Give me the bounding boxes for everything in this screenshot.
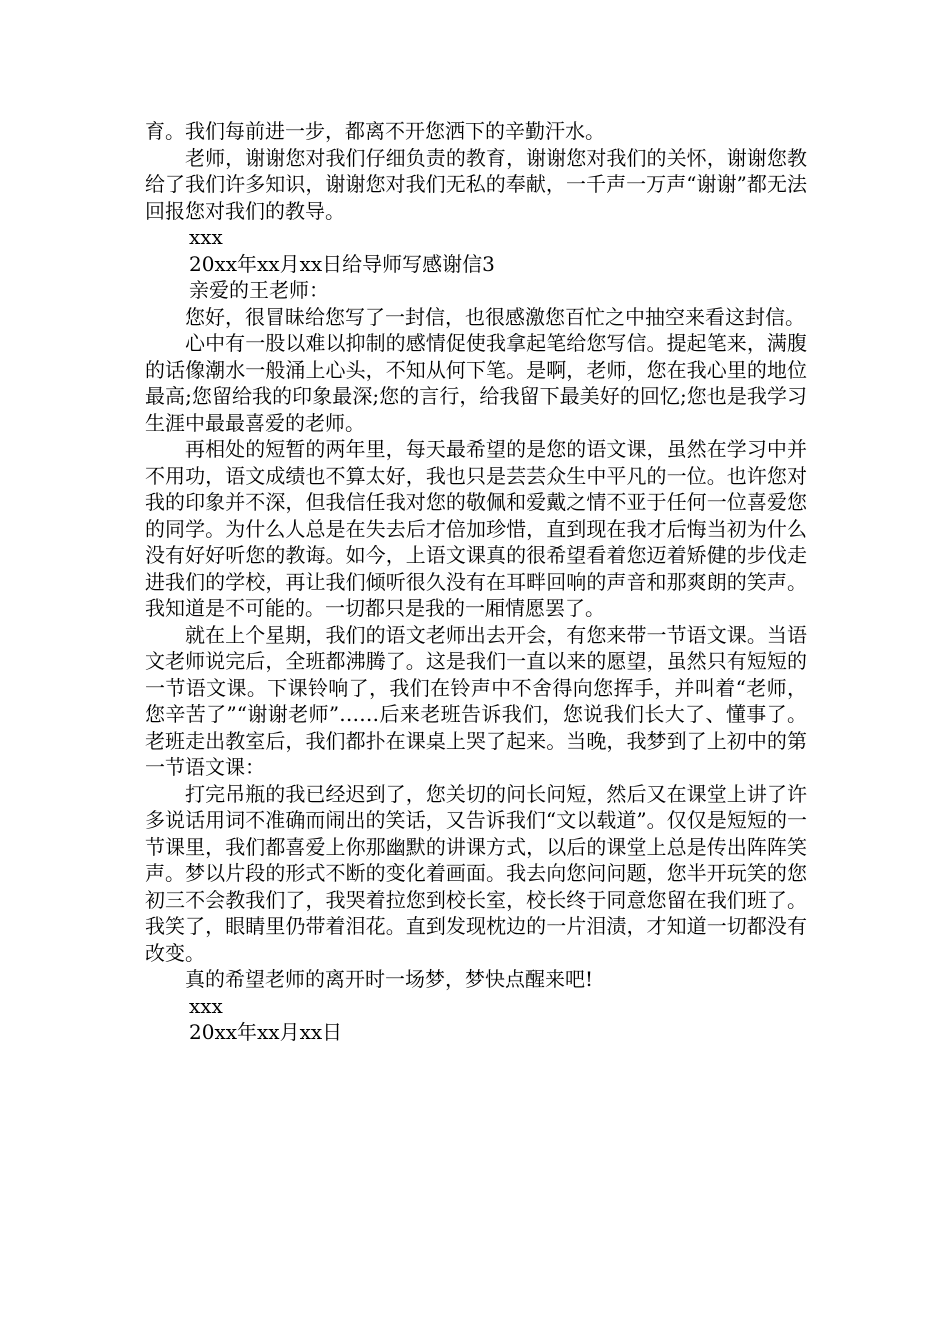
paragraph-last-week: 就在上个星期，我们的语文老师出去开会，有您来带一节语文课。当语文老师说完后，全班都沸腾了。这是我们一直以来的愿望，虽然只有短短的一节语文课。下课铃响了，我们在铃声中不舍得向您挥手，并叫着“老师，您辛苦了”“谢谢老师”……后来老班告诉我们，您说我们长大了、懂事了。老班走出教室后，我们都扑在课桌上哭了起来。当晚，我梦到了上初中的第一节语文课： [145,622,807,779]
letter-heading: 20xx年xx月xx日给导师写感谢信3 [189,251,495,276]
paragraph-feelings: 心中有一股以难以抑制的感情促使我拿起笔给您写信。提起笔来，满腹的话像潮水一般涌上心头，不知从何下笔。是啊，老师，您在我心里的地位最高;您留给我的印象最深;您的言行，给我留下最美好的回忆;您也是我学习生涯中最最喜爱的老师。 [145,331,807,435]
salutation: 亲爱的王老师： [189,278,329,302]
paragraph-thanks: 老师，谢谢您对我们仔细负责的教育，谢谢您对我们的关怀，谢谢您教给了我们许多知识，谢谢您对我们无私的奉献，一千声一万声“谢谢”都无法回报您对我们的教导。 [145,145,807,223]
paragraph-greeting: 您好，很冒昧给您写了一封信，也很感激您百忙之中抽空来看这封信。 [185,304,805,329]
letter-body [145,118,807,1046]
signature-name: xxx [189,993,223,1018]
paragraph-dream: 打完吊瓶的我已经迟到了，您关切的问长问短，然后又在课堂上讲了许多说话用词不准确而闹出的笑话，又告诉我们“文以载道”。仅仅是短短的一节课里，我们都喜爱上你那幽默的讲课方式，以后的课堂上总是传出阵阵笑声。梦以片段的形式不断的变化着画面。我去向您问问题，您半开玩笑的您初三不会教我们了，我哭着拉您到校长室，校长终于同意您留在我们班了。我笑了，眼睛里仍带着泪花。直到发现枕边的一片泪渍，才知道一切都没有改变。 [145,781,807,965]
paragraph-two-years: 再相处的短暂的两年里，每天最希望的是您的语文课，虽然在学习中并不用功，语文成绩也不算太好，我也只是芸芸众生中平凡的一位。也许您对我的印象并不深，但我信任我对您的敬佩和爱戴之情不亚于任何一位喜爱您的同学。为什么人总是在失去后才倍加珍惜，直到现在我才后悔当初为什么没有好好听您的教诲。如今，上语文课真的很希望看着您迈着矫健的步伐走进我们的学校，再让我们倾听很久没有在耳畔回响的声音和那爽朗的笑声。我知道是不可能的。一切都只是我的一厢情愿罢了。 [145,437,807,620]
signature-date: 20xx年xx月xx日 [189,1020,343,1044]
paragraph-continuation: 育。我们每前进一步，都离不开您洒下的辛勤汗水。 [145,119,605,143]
paragraph-wish: 真的希望老师的离开时一场梦，梦快点醒来吧! [185,967,594,991]
signature-name: xxx [189,225,223,249]
